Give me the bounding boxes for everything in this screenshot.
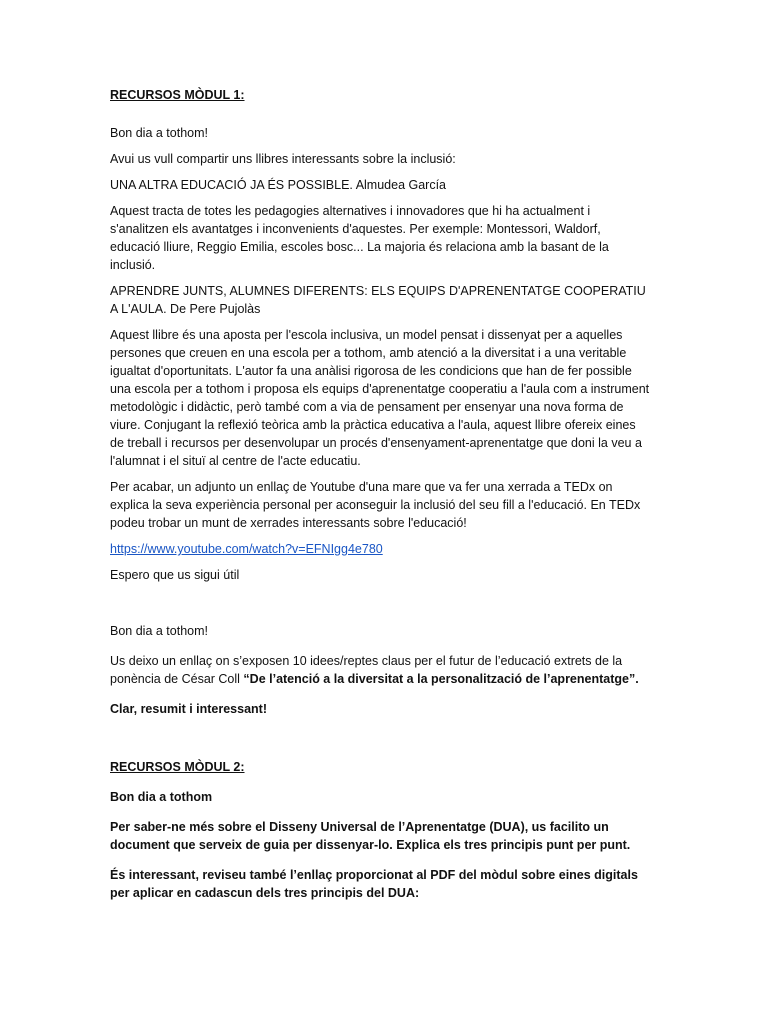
book2-description: Aquest llibre és una aposta per l'escola inclusiva, un model pensat i dissenyat per a aquelles persones que creuen en una escola per a tothom, amb atenció a la diversitat i a una veritable igualtat d'oportunitats. L'autor fa una anàlisi rigorosa de les condicions que han de fer possible una escola per a tothom i proposa els equips d'aprenentatge cooperatiu a l'aula com a instrument metodològic i didàctic, però també com a via de pensament per ensenyar una nova forma de viure. Conjugant la reflexió teòrica amb la pràctica educativa a l'aula, aquest llibre ofereix eines de treball i recursos per desenvolupar un procés d'ensenyament-aprenentatge que doni la veu a l'alumnat i el situï al centre de l'acte educatiu. <box>110 328 650 468</box>
modul1-signoff: Espero que us sigui útil <box>110 568 240 582</box>
tedx-paragraph: Per acabar, un adjunto un enllaç de Youtube d'una mare que va fer una xerrada a TEDx on explica la seva experiència personal per aconseguir la inclusió del seu fill a l'educació. En TEDx podeu trobar un munt de xerrades interessants sobre l'educació! <box>110 480 641 530</box>
youtube-link[interactable]: https://www.youtube.com/watch?v=EFNIgg4e780 <box>110 542 383 556</box>
post2-paragraph <box>110 652 650 688</box>
post2-greeting: Bon dia a tothom! <box>110 624 208 638</box>
post2-text-bold: “De l’atenció a la diversitat a la personalització de l’aprenentatge”. <box>243 672 639 686</box>
post2-text-intro: Us deixo un enllaç on s’exposen 10 idees/reptes claus per el futur de l’educació extrets de la ponència de César Coll <box>110 654 623 686</box>
book1-description: Aquest tracta de totes les pedagogies alternatives i innovadores que hi ha actualment i s'analitzen els avantatges i inconvenients d'aquestes. Per exemple: Montessori, Waldorf, educació lliure, Reggio Emilia, escoles bosc... La majoria és relaciona amb la basant de la inclusió. <box>110 204 609 272</box>
post2-closing: Clar, resumit i interessant! <box>110 702 268 716</box>
modul1-heading: RECURSOS MÒDUL 1: <box>110 88 245 102</box>
document-page <box>110 86 650 902</box>
modul2-greeting: Bon dia a tothom <box>110 790 213 804</box>
modul2-paragraph1: Per saber-ne més sobre el Disseny Universal de l’Aprenentatge (DUA), us facilito un document que serveix de guia per dissenyar-lo. Explica els tres principis punt per punt. <box>110 820 631 852</box>
modul1-intro: Avui us vull compartir uns llibres interessants sobre la inclusió: <box>110 152 456 166</box>
modul1-greeting: Bon dia a tothom! <box>110 126 208 140</box>
modul2-heading: RECURSOS MÒDUL 2: <box>110 760 245 774</box>
book2-title: APRENDRE JUNTS, ALUMNES DIFERENTS: ELS EQUIPS D'APRENENTATGE COOPERATIU A L'AULA. De Pere Pujolàs <box>110 284 646 316</box>
book1-title: UNA ALTRA EDUCACIÓ JA ÉS POSSIBLE. Almudea García <box>110 178 447 192</box>
modul2-paragraph2: És interessant, reviseu també l’enllaç proporcionat al PDF del mòdul sobre eines digitals per aplicar en cadascun dels tres principis del DUA: <box>110 868 638 900</box>
